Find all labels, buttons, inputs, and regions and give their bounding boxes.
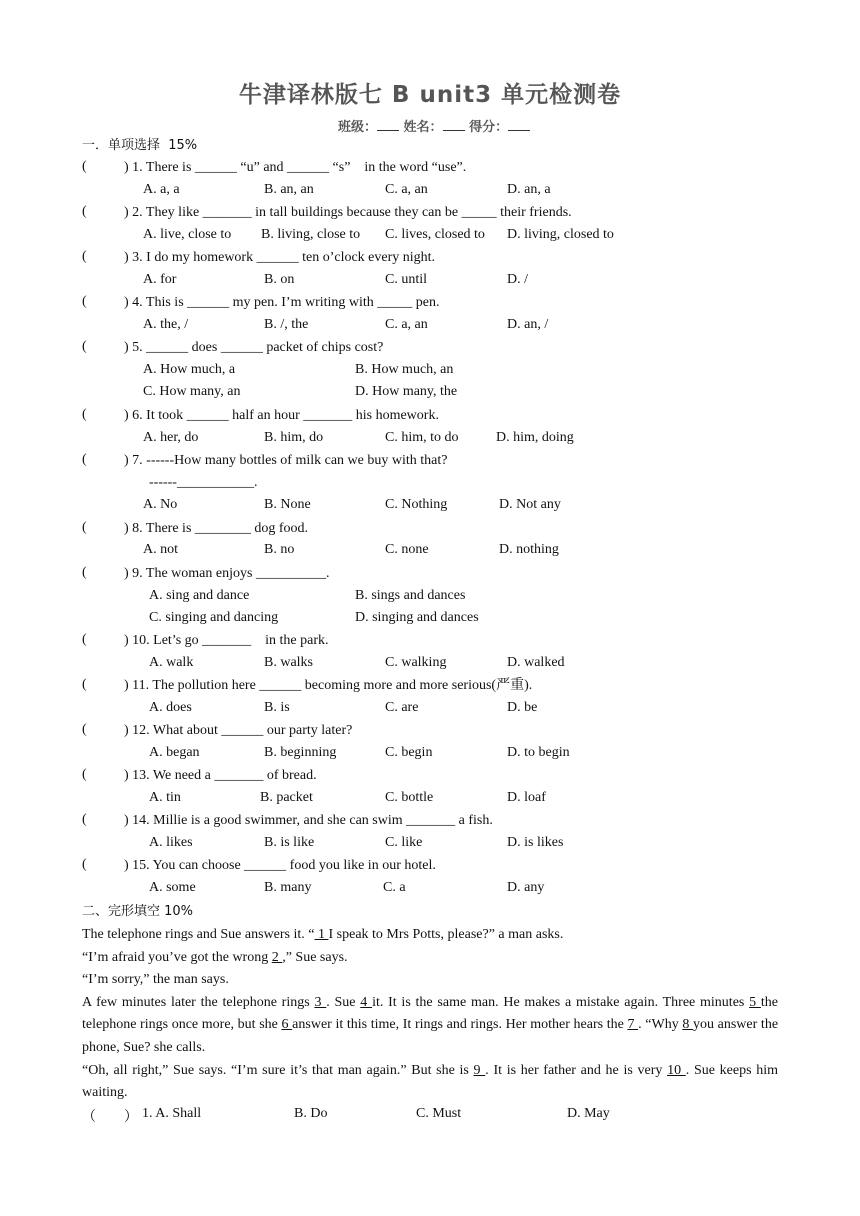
question-stem: ) 6. It took ______ half an hour _______ his homework. xyxy=(124,408,439,423)
answer-paren: ( xyxy=(82,565,87,580)
option-d: D. How many, the xyxy=(355,384,458,399)
option-c: C. lives, closed to xyxy=(385,227,485,242)
question-stem: ) 2. They like _______ in tall buildings because they can be _____ their friends. xyxy=(124,205,572,220)
blank-1: 1 xyxy=(314,927,329,942)
option-b: B. him, do xyxy=(264,430,324,445)
blank-5: 5 xyxy=(749,994,761,1010)
question-stem: ) 14. Millie is a good swimmer, and she can swim _______ a fish. xyxy=(124,813,493,828)
section-heading-cloze: 二、完形填空 10% xyxy=(82,904,194,919)
option-c: C. Nothing xyxy=(385,497,448,512)
question-stem: ) 13. We need a _______ of bread. xyxy=(124,768,317,783)
cloze-q1-option-a: 1. A. Shall xyxy=(142,1106,202,1121)
cloze-q1-option-d: D. May xyxy=(567,1106,610,1121)
question-stem: ) 8. There is ________ dog food. xyxy=(124,521,309,536)
option-b: B. on xyxy=(264,272,295,287)
option-a: A. walk xyxy=(149,655,194,670)
passage-paragraph: “I’m afraid you’ve got the wrong 2 ,” Sue says. xyxy=(82,949,348,965)
option-d: D. loaf xyxy=(507,790,546,805)
option-b: B. /, the xyxy=(264,317,309,332)
option-a: A. tin xyxy=(149,790,181,805)
score-blank xyxy=(508,118,530,131)
question-stem: ) 5. ______ does ______ packet of chips cost? xyxy=(124,340,384,355)
option-a: A. How much, a xyxy=(143,362,236,377)
option-a: A. likes xyxy=(149,835,193,850)
option-c: C. until xyxy=(385,272,428,287)
class-label: 班级： xyxy=(338,120,378,135)
question-answer-line: ------___________. xyxy=(149,475,258,490)
question-stem: ) 15. You can choose ______ food you like in our hotel. xyxy=(124,858,436,873)
question-stem: ) 4. This is ______ my pen. I’m writing with _____ pen. xyxy=(124,295,440,310)
option-b: B. living, close to xyxy=(261,227,361,242)
option-c: C. How many, an xyxy=(143,384,241,399)
option-b: B. an, an xyxy=(264,182,314,197)
blank-7: 7 xyxy=(627,1017,639,1033)
cloze-q1-paren: （ ） xyxy=(82,1110,138,1125)
answer-paren: ( xyxy=(82,159,87,174)
question-stem: ) 9. The woman enjoys __________. xyxy=(124,566,330,581)
class-blank xyxy=(377,118,399,131)
answer-paren: ( xyxy=(82,767,87,782)
answer-paren: ( xyxy=(82,677,87,692)
option-a: A. for xyxy=(143,272,177,287)
answer-paren: ( xyxy=(82,452,87,467)
option-d: D. walked xyxy=(507,655,565,670)
cloze-passage xyxy=(82,924,778,1105)
student-info xyxy=(338,116,530,135)
option-d: D. is likes xyxy=(507,835,564,850)
option-b: B. is xyxy=(264,700,290,715)
score-label: 得分： xyxy=(469,120,509,135)
answer-paren: ( xyxy=(82,812,87,827)
option-c: C. like xyxy=(385,835,423,850)
option-a: A. does xyxy=(149,700,192,715)
option-c: C. a xyxy=(383,880,406,895)
option-b: B. walks xyxy=(264,655,313,670)
blank-10: 10 xyxy=(667,1062,686,1078)
option-d: D. any xyxy=(507,880,545,895)
option-c: C. him, to do xyxy=(385,430,459,445)
option-d: D. Not any xyxy=(499,497,561,512)
option-c: C. a, an xyxy=(385,317,428,332)
blank-6: 6 xyxy=(281,1017,293,1033)
answer-paren: ( xyxy=(82,857,87,872)
option-d: D. singing and dances xyxy=(355,610,479,625)
answer-paren: ( xyxy=(82,722,87,737)
option-d: D. nothing xyxy=(499,542,559,557)
option-a: A. the, / xyxy=(143,317,189,332)
question-stem: ) 11. The pollution here ______ becoming more and more serious(严重). xyxy=(124,678,533,693)
option-a: A. a, a xyxy=(143,182,180,197)
option-c: C. bottle xyxy=(385,790,434,805)
answer-paren: ( xyxy=(82,339,87,354)
option-c: C. a, an xyxy=(385,182,428,197)
question-stem: ) 12. What about ______ our party later? xyxy=(124,723,353,738)
option-d: D. an, a xyxy=(507,182,551,197)
option-c: C. are xyxy=(385,700,419,715)
blank-2: 2 xyxy=(271,949,283,965)
cloze-q1-option-b: B. Do xyxy=(294,1106,328,1121)
option-a: A. No xyxy=(143,497,178,512)
option-a: A. live, close to xyxy=(143,227,232,242)
name-blank xyxy=(443,118,465,131)
name-label: 姓名： xyxy=(403,120,443,135)
option-b: B. sings and dances xyxy=(355,588,466,603)
option-b: B. packet xyxy=(260,790,313,805)
question-stem: ) 10. Let’s go _______ in the park. xyxy=(124,633,329,648)
option-c: C. none xyxy=(385,542,429,557)
answer-paren: ( xyxy=(82,249,87,264)
option-d: D. living, closed to xyxy=(507,227,614,242)
option-a: A. began xyxy=(149,745,200,760)
option-a: A. not xyxy=(143,542,178,557)
option-d: D. be xyxy=(507,700,538,715)
blank-9: 9 xyxy=(473,1062,486,1078)
answer-paren: ( xyxy=(82,294,87,309)
option-b: B. no xyxy=(264,542,295,557)
passage-paragraph: The telephone rings and Sue answers it. “ 1 I speak to Mrs Potts, please?” a man asks. xyxy=(82,927,564,942)
passage-paragraph: “Oh, all right,” Sue says. “I’m sure it’s that man again.” But she is 9 . It is her father and he is very 10 . Sue keeps him waiting. xyxy=(82,1062,779,1101)
answer-paren: ( xyxy=(82,632,87,647)
answer-paren: ( xyxy=(82,407,87,422)
blank-4: 4 xyxy=(360,994,373,1010)
section-heading-choice: 一．单项选择 15% xyxy=(82,138,198,153)
question-stem: ) 7. ------How many bottles of milk can we buy with that? xyxy=(124,453,448,468)
answer-paren: ( xyxy=(82,204,87,219)
question-stem: ) 1. There is ______ “u” and ______ “s” in the word “use”. xyxy=(124,160,467,175)
blank-8: 8 xyxy=(682,1017,693,1033)
blank-3: 3 xyxy=(314,994,327,1010)
page-title: 牛津译林版七 B unit3 单元检测卷 xyxy=(238,82,622,108)
cloze-q1-option-c: C. Must xyxy=(416,1106,462,1121)
option-c: C. walking xyxy=(385,655,447,670)
option-c: C. begin xyxy=(385,745,433,760)
option-a: A. sing and dance xyxy=(149,588,250,603)
option-b: B. is like xyxy=(264,835,315,850)
option-b: B. many xyxy=(264,880,312,895)
passage-paragraph: A few minutes later the telephone rings 3 . Sue 4 it. It is the same man. He makes a mistake again. Three minutes 5 the telephone rings once more, but she 6 answer it this time, It rings and rings. Her mother hears the 7 . “Why 8 you answer the phone, Sue? she calls. xyxy=(82,994,779,1055)
passage-paragraph: “I’m sorry,” the man says. xyxy=(82,972,229,988)
option-c: C. singing and dancing xyxy=(149,610,279,625)
question-stem: ) 3. I do my homework ______ ten o’clock every night. xyxy=(124,250,436,265)
option-a: A. her, do xyxy=(143,430,199,445)
answer-paren: ( xyxy=(82,520,87,535)
option-b: B. beginning xyxy=(264,745,337,760)
option-b: B. How much, an xyxy=(355,362,454,377)
option-d: D. him, doing xyxy=(496,430,574,445)
option-b: B. None xyxy=(264,497,311,512)
option-d: D. an, / xyxy=(507,317,549,332)
option-d: D. / xyxy=(507,272,528,287)
option-d: D. to begin xyxy=(507,745,570,760)
option-a: A. some xyxy=(149,880,196,895)
